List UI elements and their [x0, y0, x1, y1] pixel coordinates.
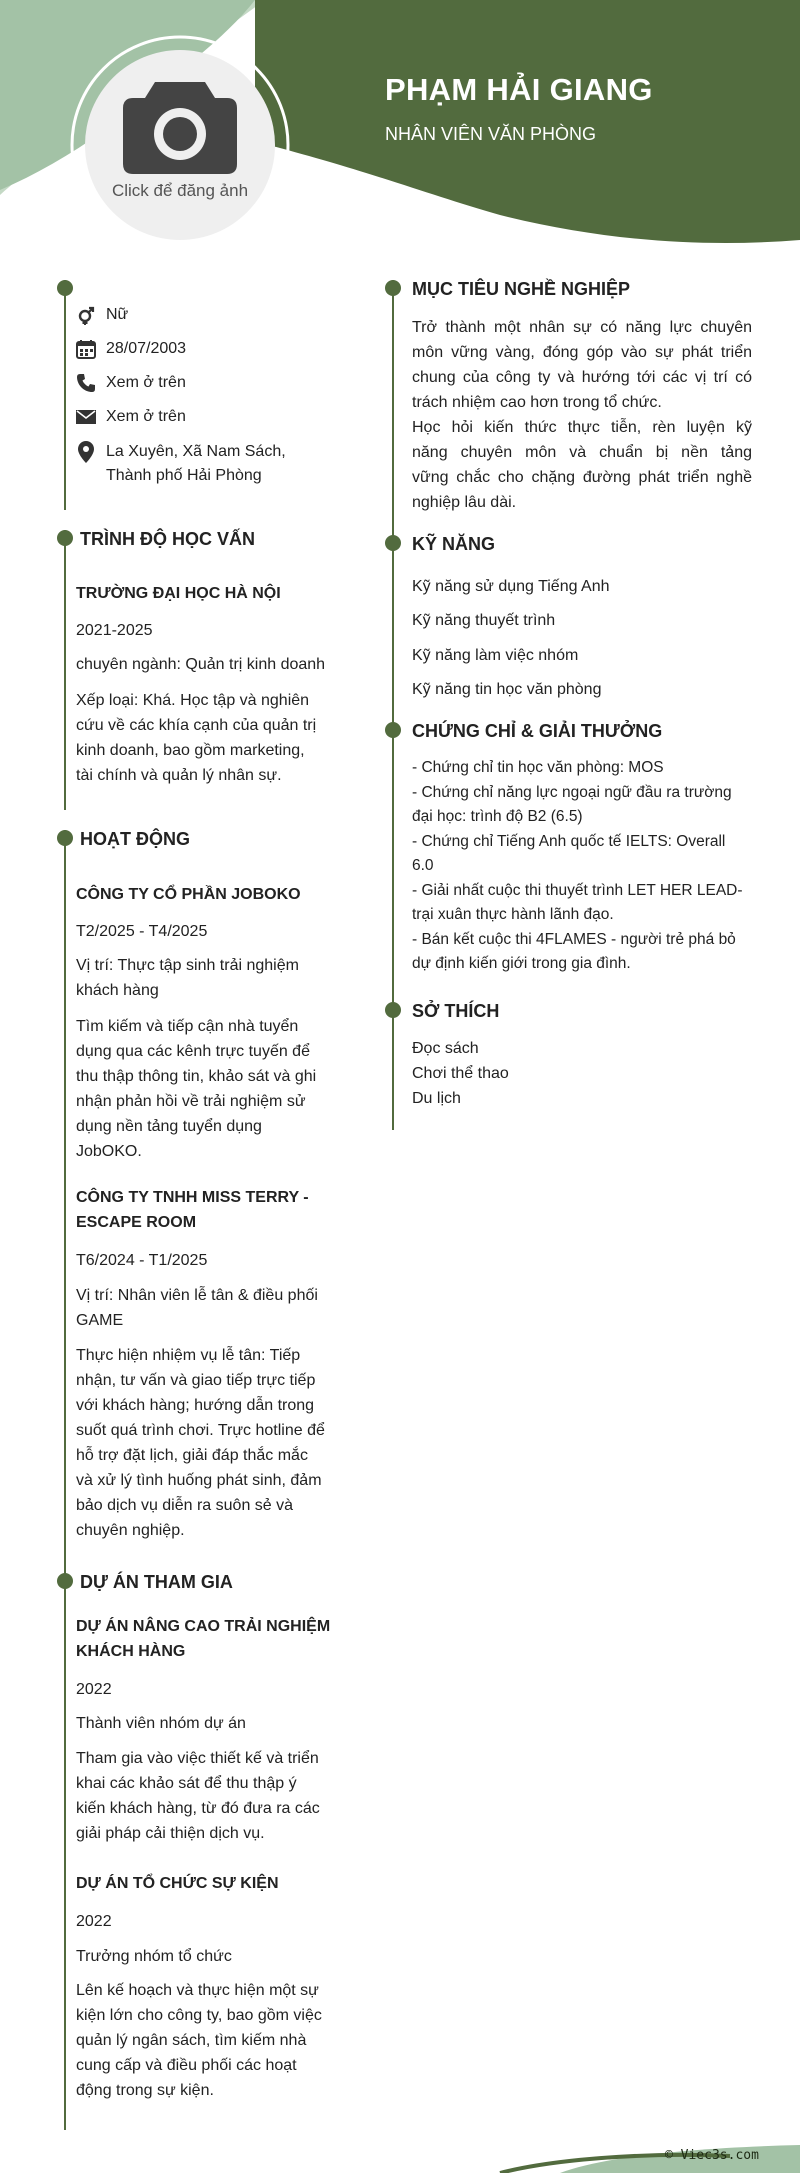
text-line: Vị trí: Nhân viên lễ tân & điều phối — [76, 1287, 318, 1304]
project-year: 2022 — [76, 1681, 112, 1698]
text-line: dự định kiến giới trong gia đình. — [412, 955, 631, 972]
project-role: Trưởng nhóm tổ chức — [76, 1948, 232, 1965]
hobbies-list — [412, 1036, 509, 1111]
gender-icon — [74, 303, 98, 327]
text-line: vững chắc cho chặng đường phát triển nghề — [412, 469, 752, 486]
activity-role — [76, 953, 299, 1003]
text-line: ESCAPE ROOM — [76, 1214, 197, 1231]
text-line: 6.0 — [412, 857, 434, 874]
activity-description — [76, 1014, 316, 1164]
gender-value: Nữ — [106, 306, 129, 323]
candidate-name: PHẠM HẢI GIANG — [385, 72, 653, 107]
text-line: - Chứng chỉ năng lực ngoại ngữ đầu ra trường — [412, 783, 732, 801]
text-line: - Chứng chỉ tin học văn phòng: MOS — [412, 759, 664, 776]
text-line: cung cấp và điều phối các hoạt — [76, 2057, 297, 2074]
education-description — [76, 688, 316, 788]
hobby-item: Du lịch — [412, 1090, 461, 1107]
text-line: và xử lý tình huống phát sinh, đảm — [76, 1472, 322, 1489]
activities-title: HOẠT ĐỘNG — [80, 829, 190, 849]
text-line: động trong sự kiện. — [76, 2082, 214, 2099]
timeline-dot — [57, 530, 73, 546]
avatar-upload[interactable] — [85, 50, 275, 240]
text-line: - Bán kết cuộc thi 4FLAMES - người trẻ phá bỏ — [412, 930, 736, 948]
activity-description — [76, 1343, 325, 1543]
text-line: Học hỏi kiến thức thực tiễn, rèn luyện kỹ — [412, 419, 752, 436]
text-line: đại học: trình độ B2 (6.5) — [412, 808, 583, 825]
text-line: - Chứng chỉ Tiếng Anh quốc tế IELTS: Overall — [412, 832, 726, 850]
phone-value: Xem ở trên — [106, 374, 186, 391]
certificates-title: CHỨNG CHỈ & GIẢI THƯỞNG — [412, 721, 663, 741]
text-line: GAME — [76, 1312, 124, 1329]
project-role: Thành viên nhóm dự án — [76, 1715, 246, 1732]
text-line: chuyên nghiệp. — [76, 1522, 185, 1539]
text-line: cứu về các khía cạnh của quản trị — [76, 717, 317, 734]
skill-item: Kỹ năng tin học văn phòng — [412, 681, 602, 698]
phone-row — [74, 371, 186, 395]
text-line: trại xuân thực hành lãnh đạo. — [412, 906, 614, 923]
education-title: TRÌNH ĐỘ HỌC VẤN — [80, 529, 255, 549]
text-line: DỰ ÁN NÂNG CAO TRẢI NGHIỆM — [76, 1618, 331, 1635]
left-timeline — [64, 280, 66, 510]
text-line: môn vững vàng, đóng góp vào sự phát triển — [412, 344, 752, 361]
text-line: Trở thành một nhân sự có năng lực chuyên — [412, 319, 752, 336]
email-icon — [74, 405, 98, 429]
text-line: tài chính và quản lý nhân sự. — [76, 767, 282, 784]
email-row — [74, 405, 186, 429]
text-line: hỗ trợ đặt lịch, giải đáp thắc mắc — [76, 1447, 308, 1464]
text-line: nhận, tư vấn và giao tiếp trực tiếp — [76, 1372, 316, 1389]
hobby-item: Đọc sách — [412, 1040, 479, 1057]
hobbies-title: SỞ THÍCH — [412, 1001, 500, 1021]
text-line: Tìm kiếm và tiếp cận nhà tuyển — [76, 1018, 299, 1035]
avatar-label: Click để đăng ảnh — [111, 181, 249, 200]
watermark: © Viec3s.com — [665, 2148, 759, 2163]
address-line: La Xuyên, Xã Nam Sách, — [106, 443, 286, 460]
text-line: CÔNG TY TNHH MISS TERRY - — [76, 1189, 309, 1206]
text-line: KHÁCH HÀNG — [76, 1643, 186, 1660]
gender-row — [74, 303, 128, 327]
timeline-dot — [57, 280, 73, 296]
text-line: kinh doanh, bao gồm marketing, — [76, 742, 305, 759]
calendar-icon — [74, 337, 98, 361]
text-line: quản lý ngân sách, tìm kiếm nhà — [76, 2032, 307, 2049]
text-line: Vị trí: Thực tập sinh trải nghiệm — [76, 957, 299, 974]
text-line: khách hàng — [76, 982, 159, 999]
address-line: Thành phố Hải Phòng — [106, 467, 262, 484]
text-line: giải pháp cải thiện dịch vụ. — [76, 1825, 265, 1842]
project-description — [76, 1978, 322, 2103]
text-line: khai các khảo sát để thu thập ý — [76, 1775, 297, 1792]
birthday-row — [74, 337, 186, 361]
location-pin-icon — [74, 440, 98, 464]
text-line: thu thập thông tin, khảo sát và ghi — [76, 1068, 317, 1085]
text-line: chung của công ty và hướng tới các vị trí có — [412, 369, 752, 386]
timeline-dot — [385, 535, 401, 551]
text-line: trách nhiệm cao hơn trong tổ chức. — [412, 394, 662, 411]
job-title: NHÂN VIÊN VĂN PHÒNG — [385, 124, 597, 144]
certificates-text — [412, 756, 752, 977]
timeline-dot — [385, 280, 401, 296]
project-name — [76, 1871, 279, 1896]
birthday-value: 28/07/2003 — [106, 340, 187, 357]
skill-item: Kỹ năng sử dụng Tiếng Anh — [412, 578, 610, 595]
projects-title: DỰ ÁN THAM GIA — [80, 1572, 233, 1592]
text-line: - Giải nhất cuộc thi thuyết trình LET HER LEAD- — [412, 881, 743, 899]
project-name — [76, 1614, 330, 1664]
phone-icon — [74, 371, 98, 395]
text-line: nhận phản hồi về trải nghiệm sử — [76, 1093, 306, 1110]
text-line: Xếp loại: Khá. Học tập và nghiên — [76, 692, 310, 709]
text-line: với khách hàng; hướng dẫn trong — [76, 1397, 315, 1414]
text-line: dụng qua các kênh trực tuyến để — [76, 1043, 310, 1060]
text-line: Lên kế hoạch và thực hiện một sự — [76, 1982, 319, 1999]
text-line: Tham gia vào việc thiết kế và triển — [76, 1750, 319, 1767]
text-line: JobOKO. — [76, 1143, 142, 1160]
text-line: kiến khách hàng, từ đó đưa ra các — [76, 1800, 320, 1817]
text-line: năng chuyên môn và chuẩn bị nền tảng — [412, 444, 752, 461]
skill-item: Kỹ năng thuyết trình — [412, 612, 556, 629]
activity-role — [76, 1283, 318, 1333]
timeline-dot — [57, 1573, 73, 1589]
activity-org — [76, 882, 301, 907]
education-period: 2021-2025 — [76, 622, 153, 639]
text-line: nghiệp lâu dài. — [412, 494, 517, 511]
left-timeline — [64, 830, 66, 2130]
text-line: bảo dịch vụ diễn ra suôn sẻ và — [76, 1497, 294, 1514]
address-row — [74, 440, 286, 488]
text-line: CÔNG TY CỔ PHẦN JOBOKO — [76, 886, 301, 903]
school-name: TRƯỜNG ĐẠI HỌC HÀ NỘI — [76, 585, 281, 602]
activity-period: T6/2024 - T1/2025 — [76, 1252, 208, 1269]
text-line: dụng nền tảng tuyển dụng — [76, 1118, 262, 1135]
activity-period: T2/2025 - T4/2025 — [76, 923, 208, 940]
timeline-dot — [385, 1002, 401, 1018]
skill-item: Kỹ năng làm việc nhóm — [412, 647, 579, 664]
education-major: chuyên ngành: Quản trị kinh doanh — [76, 656, 326, 673]
text-line: Thực hiện nhiệm vụ lễ tân: Tiếp — [76, 1347, 301, 1364]
left-timeline — [64, 530, 66, 810]
project-year: 2022 — [76, 1913, 112, 1930]
skills-title: KỸ NĂNG — [412, 534, 496, 554]
project-description — [76, 1746, 320, 1846]
activity-org — [76, 1185, 309, 1235]
text-line: kiện lớn cho công ty, bao gồm việc — [76, 2007, 322, 2024]
camera-icon — [123, 76, 237, 176]
objective-title: MỤC TIÊU NGHỀ NGHIỆP — [412, 279, 631, 299]
hobby-item: Chơi thể thao — [412, 1065, 509, 1082]
address-value — [106, 440, 286, 488]
text-line: suốt quá trình chơi. Trực hotline để — [76, 1422, 325, 1439]
objective-text — [412, 315, 752, 515]
email-value: Xem ở trên — [106, 408, 186, 425]
timeline-dot — [385, 722, 401, 738]
timeline-dot — [57, 830, 73, 846]
text-line: DỰ ÁN TỔ CHỨC SỰ KIỆN — [76, 1875, 279, 1892]
